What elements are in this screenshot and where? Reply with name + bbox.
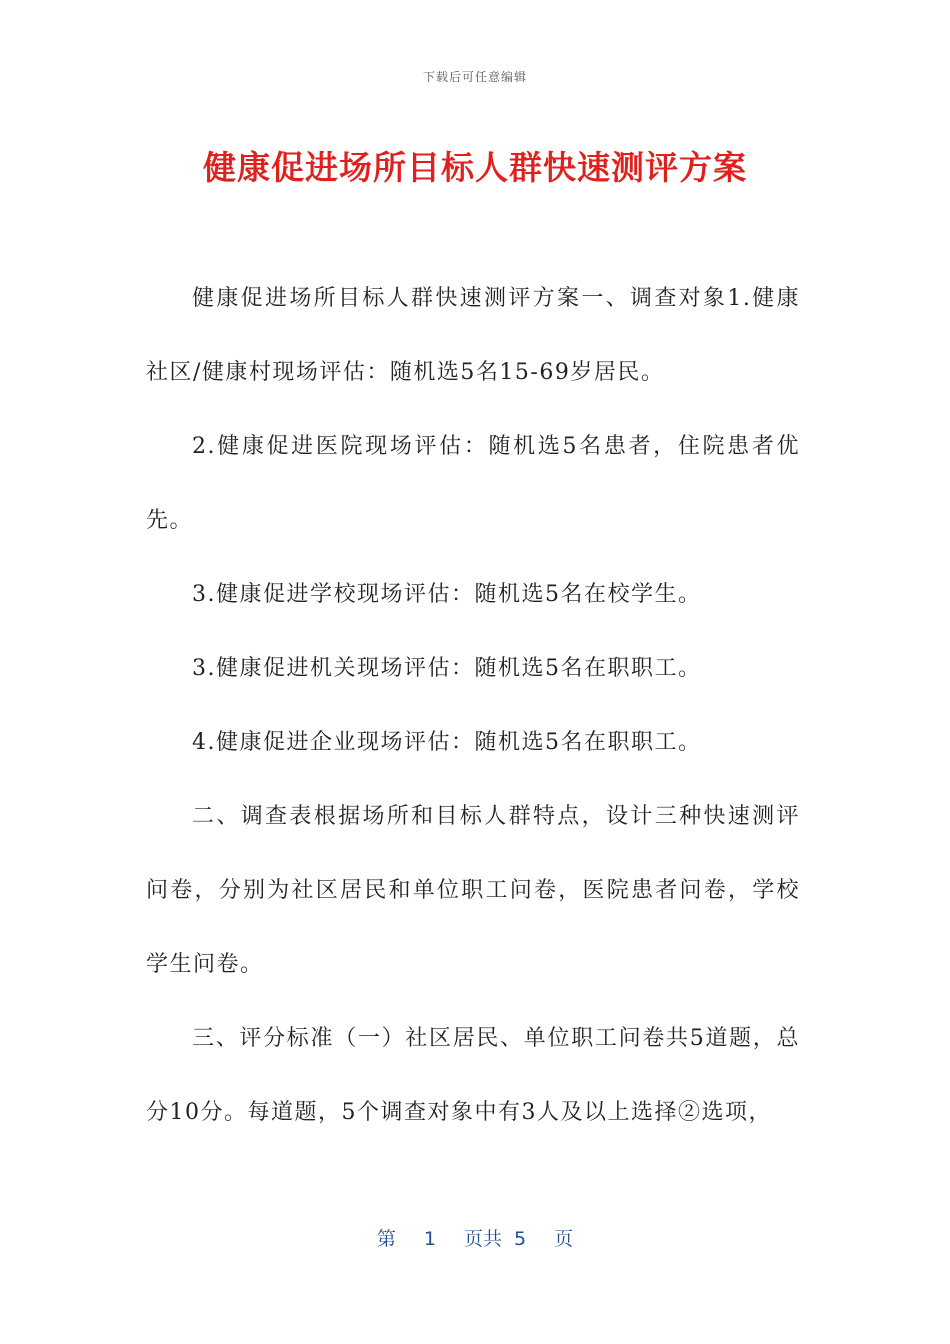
footer-current-page: 1 — [423, 1228, 436, 1250]
header-note: 下载后可任意编辑 — [422, 70, 527, 84]
paragraph: 二、调查表根据场所和目标人群特点，设计三种快速测评问卷，分别为社区居民和单位职工问卷，医院患者问卷，学校学生问卷。 — [146, 804, 800, 977]
document-title: 健康促进场所目标人群快速测评方案 — [203, 148, 747, 187]
footer-total-pages: 5 — [514, 1228, 527, 1250]
page-footer — [0, 1224, 950, 1251]
footer-suffix: 页 — [554, 1228, 574, 1250]
footer-mid: 页共 — [463, 1228, 502, 1250]
paragraph: 4.健康促进企业现场评估：随机选5名在职职工。 — [192, 730, 702, 755]
paragraph: 3.健康促进学校现场评估：随机选5名在校学生。 — [192, 582, 702, 607]
paragraph: 三、评分标准（一）社区居民、单位职工问卷共5道题，总分10分。每道题，5个调查对象中有3人及以上选择②选项， — [146, 1026, 800, 1125]
footer-prefix: 第 — [376, 1228, 396, 1250]
paragraph: 2.健康促进医院现场评估：随机选5名患者，住院患者优先。 — [146, 434, 800, 533]
paragraph: 3.健康促进机关现场评估：随机选5名在职职工。 — [192, 656, 702, 681]
paragraph: 健康促进场所目标人群快速测评方案一、调查对象1.健康社区/健康村现场评估：随机选5名15-69岁居民。 — [146, 286, 800, 385]
document-body — [146, 262, 800, 1150]
